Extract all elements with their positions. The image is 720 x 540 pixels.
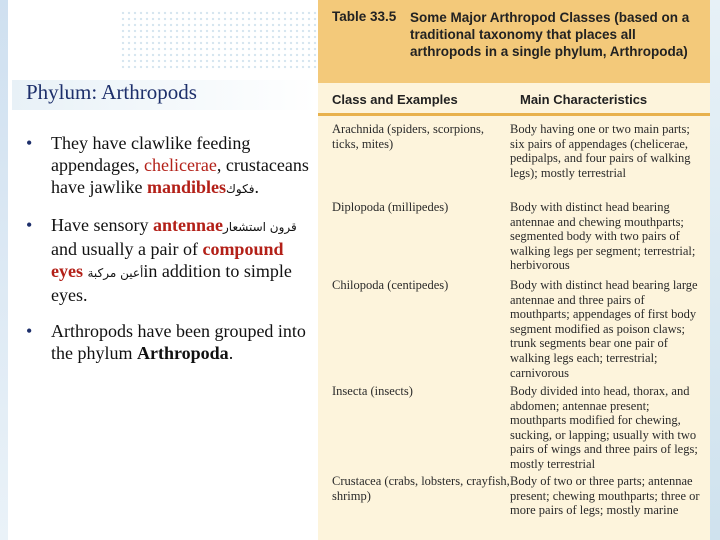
bullet-item-1: • They have clawlike feeding appendages, chelicerae, crustaceans have jawlike mandiblesفكوك. [26, 133, 309, 197]
term-mandibles: mandibles [146, 177, 226, 197]
left-decor-bar [0, 0, 8, 540]
term-arthropoda: Arthropoda [137, 343, 229, 363]
row-characteristics: Body having one or two main parts; six pairs of appendages (chelicerae, pedipalps, and four pairs of walking legs); mostly terrestrial [510, 122, 691, 180]
bullet-marker: • [26, 215, 33, 235]
table-header [318, 0, 710, 83]
row-class: Diplopoda (millipedes) [332, 200, 449, 214]
right-decor-strip [710, 0, 720, 540]
table-title: Some Major Arthropod Classes (based on a traditional taxonomy that places all arthropods in a single phylum, Arthropoda) [410, 10, 690, 59]
bullet-item-3: • Arthropods have been grouped into the phylum Arthropoda. [26, 321, 306, 363]
dot-pattern [120, 10, 320, 70]
row-class: Insecta (insects) [332, 384, 413, 398]
row-class: Chilopoda (centipedes) [332, 278, 449, 292]
row-class: Crustacea (crabs, lobsters, crayfish, shrimp) [332, 474, 510, 503]
arabic-eyes: أعين مركبة [87, 266, 144, 280]
row-characteristics: Body with distinct head bearing large antennae and three pairs of mouthparts; appendages of first body segment modified as poison claws; trunk segments bear one pair of walking legs each; terrestrial; carnivorous [510, 278, 698, 380]
header-rule [318, 113, 710, 116]
bullet-list [26, 132, 318, 378]
row-characteristics: Body with distinct head bearing antennae and chewing mouthparts; segmented body with two pairs of walking legs per segment; terrestrial; herbivorous [510, 200, 696, 273]
row-characteristics: Body of two or three parts; antennae present; chewing mouthparts; three or more pairs of legs; mostly marine [510, 474, 700, 518]
table-label: Table 33.5 [332, 9, 397, 24]
bullet-marker: • [26, 133, 33, 153]
term-chelicerae: chelicerae [143, 155, 217, 175]
row-characteristics: Body divided into head, thorax, and abdomen; antennae present; mouthparts modified for chewing, sucking, or lapping; usually with two pairs of wings and three pairs of legs; mostly terrestrial [510, 384, 698, 471]
term-compound-eyes: compound eyes [51, 239, 284, 281]
bullet-item-2: • Have sensory antennaeقرون استشعار and usually a pair of compound eyes أعين مركبةin addition to simple eyes. [26, 215, 297, 305]
arabic-mandibles: فكوك [226, 182, 255, 196]
row-class: Arachnida (spiders, scorpions, ticks, mites) [332, 122, 485, 151]
bullet-marker: • [26, 321, 33, 341]
slide-title: Phylum: Arthropods [26, 80, 197, 104]
column-header-characteristics: Main Characteristics [520, 92, 648, 107]
arabic-antennae: قرون استشعار [223, 220, 297, 234]
column-header-class: Class and Examples [332, 92, 458, 107]
term-antennae: antennae [152, 215, 223, 235]
